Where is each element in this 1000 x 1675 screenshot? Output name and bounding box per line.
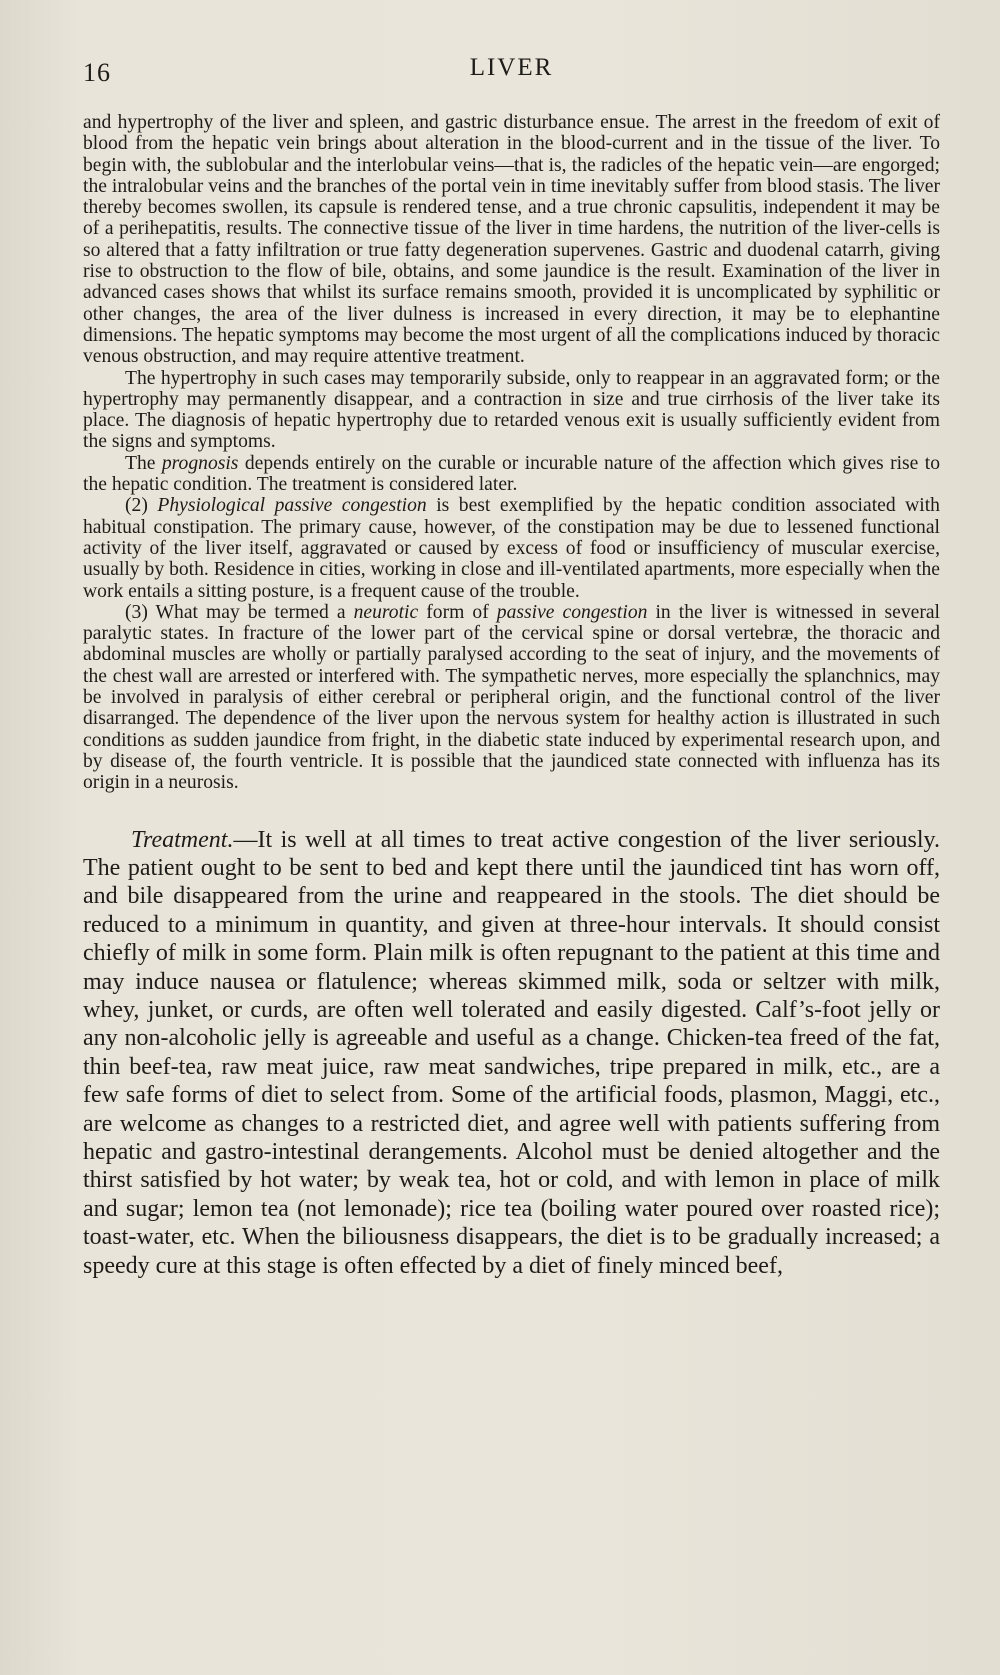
text: depends entirely on the curable or incurable nature of the affection which gives rise to the hepatic condition. The treatment is considered later. bbox=[83, 452, 940, 496]
physiological-congestion-term: Physiological passive congestion bbox=[157, 495, 427, 517]
running-head bbox=[83, 0, 940, 87]
treatment-heading: Treatment. bbox=[131, 826, 234, 853]
list-number: (2) bbox=[125, 495, 158, 517]
page-number: 16 bbox=[83, 58, 111, 87]
treatment-section bbox=[83, 826, 940, 1281]
paragraph-prognosis bbox=[83, 453, 940, 496]
small-print-section bbox=[83, 112, 940, 794]
text: The bbox=[125, 452, 162, 474]
paragraph-venous-obstruction: and hypertrophy of the liver and spleen, and gastric disturbance ensue. The arrest in the freedom of exit of blood from the hepatic vein brings about alteration in the blood-current and in the tissue of the liver. To begin with, the sublobular and the interlobular veins—that is, the radicles of the hepatic vein—are engorged; the intralobular veins and the branches of the portal vein in time inevitably suffer from blood stasis. The liver thereby becomes swollen, its capsule is rendered tense, and a true chronic capsulitis, independent it may be of a perihepatitis, results. The connective tissue of the liver in time hardens, the nutrition of the liver-cells is so altered that a fatty infiltration or true fatty degeneration supervenes. Gastric and duodenal catarrh, giving rise to obstruction to the flow of bile, obtains, and some jaundice is the result. Examination of the liver in advanced cases shows that whilst its surface remains smooth, provided it is uncomplicated by syphilitic or other changes, the area of the liver dulness is increased in every direction, it may be to elephantine dimensions. The hepatic symptoms may become the most urgent of all the complications induced by thoracic venous obstruction, and may require attentive treatment. bbox=[83, 112, 940, 368]
neurotic-term: neurotic bbox=[353, 601, 419, 623]
text: in the liver is witnessed in several paralytic states. In fracture of the lower part of the cervical spine or dorsal vertebræ, the thoracic and abdominal muscles are wholly or partially paralysed according to the seat of injury, and the movements of the chest wall are arrested or interfered with. The sympathetic nerves, more especially the splanchnics, may be involved in paralysis of either cerebral or peripheral origin, and the functional control of the liver disarranged. The dependence of the liver upon the nervous system for healthy action is illustrated in such conditions as sudden jaundice from fright, in the diabetic state induced by experimental research upon, and by disease of, the fourth ventricle. It is possible that the jaundiced state connected with influenza has its origin in a neurosis. bbox=[83, 601, 940, 794]
paragraph-hypertrophy: The hypertrophy in such cases may temporarily subside, only to reappear in an aggravated form; or the hypertrophy may permanently disappear, and a contraction in size and true cirrhosis of the liver take its place. The diagnosis of hepatic hypertrophy due to retarded venous exit is usually sufficiently evident from the signs and symptoms. bbox=[83, 367, 940, 453]
paragraph-neurotic-congestion bbox=[83, 602, 940, 794]
passive-congestion-term: passive congestion bbox=[496, 601, 648, 623]
chapter-title: LIVER bbox=[469, 54, 554, 81]
text: form of bbox=[418, 601, 497, 623]
treatment-text: —It is well at all times to treat active congestion of the liver seriously. The patient ought to be sent to bed and kept there until the jaundiced tint has worn off, and bile disappeared from the urine and reappeared in the stools. The diet should be reduced to a minimum in quantity, and given at three-hour intervals. It should consist chiefly of milk in some form. Plain milk is often repugnant to the patient at this time and may induce nausea or flatulence; whereas skimmed milk, soda or seltzer with milk, whey, junket, or curds, are often well tolerated and easily digested. Calf’s-foot jelly or any non-alcoholic jelly is agreeable and useful as a change. Chicken-tea freed of the fat, thin beef-tea, raw meat juice, raw meat sandwiches, tripe prepared in milk, etc., are a few safe forms of diet to select from. Some of the artificial foods, plasmon, Maggi, etc., are welcome as changes to a restricted diet, and agree well with patients suffering from hepatic and gastro-intestinal derangements. Alcohol must be denied altogether and the thirst satisfied by hot water; by weak tea, hot or cold, and with lemon in place of milk and sugar; lemon tea (not lemonade); rice tea (boiling water poured over roasted rice); toast-water, etc. When the biliousness disappears, the diet is to be gradually increased; a speedy cure at this stage is often effected by a diet of finely minced beef, bbox=[83, 826, 940, 1279]
text: is best exemplified by the hepatic condition associated with habitual constipation. The primary cause, however, of the constipation may be due to lessened functional activity of the liver itself, aggravated or caused by excess of food or insufficiency of muscular exercise, usually by both. Residence in cities, working in close and ill-ventilated apartments, more especially when the work entails a sitting posture, is a frequent cause of the trouble. bbox=[83, 495, 940, 602]
prognosis-term: prognosis bbox=[161, 452, 239, 474]
paragraph-physiological-congestion bbox=[83, 495, 940, 601]
text: (3) What may be termed a bbox=[125, 601, 354, 623]
paragraph-treatment bbox=[83, 826, 940, 1281]
